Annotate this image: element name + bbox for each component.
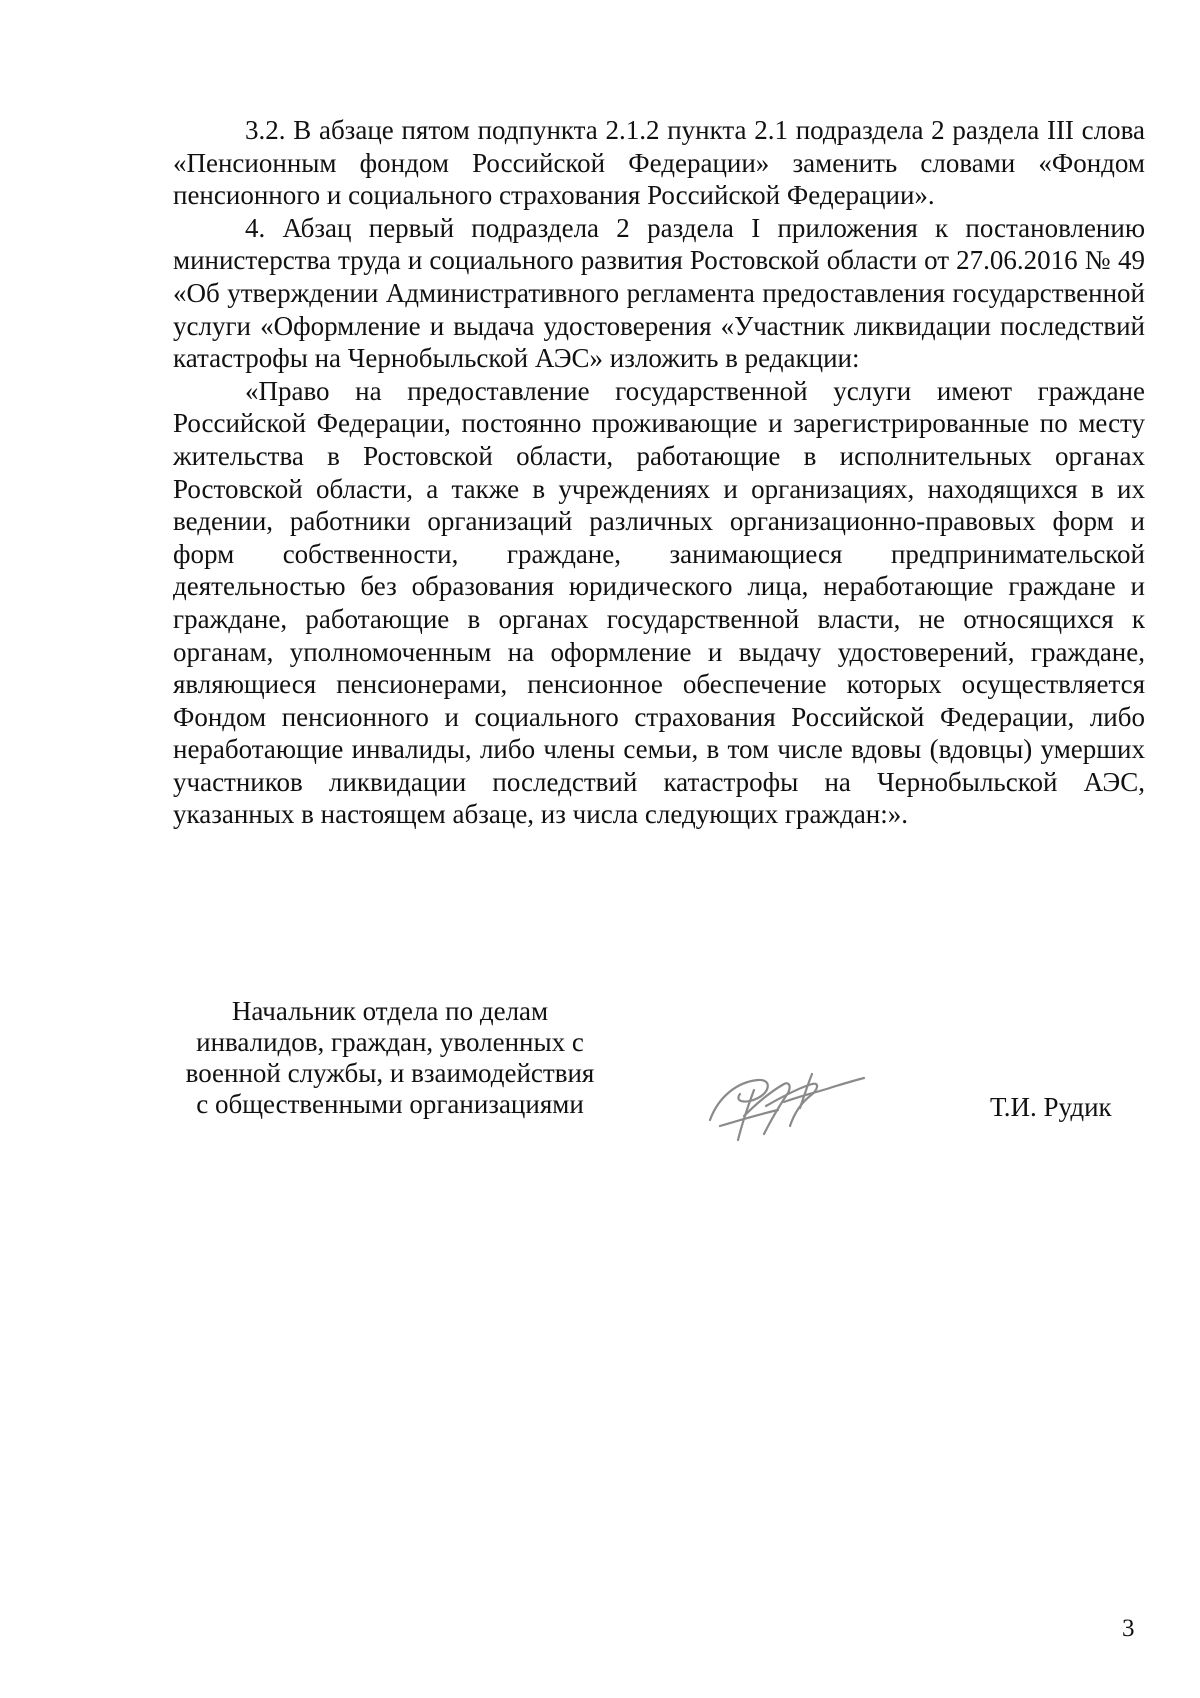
signatory-position [160, 996, 620, 1120]
position-line-3: военной службы, и взаимодействия [185, 1058, 595, 1088]
position-line-4: с общественными организациями [196, 1089, 584, 1119]
page-number: 3 [1122, 1615, 1135, 1642]
position-line-1: Начальник отдела по делам [231, 996, 549, 1026]
handwritten-signature [700, 1068, 870, 1148]
position-line-2: инвалидов, граждан, уволенных с [196, 1027, 584, 1057]
signer-name: Т.И. Рудик [990, 1092, 1112, 1122]
paragraph-4: 4. Абзац первый подраздела 2 раздела I приложения к постановлению министерства труда и социального развития Ростовской области от 27.06.2016 № 49 «Об утверждении Административного регламента предоставления государственной услуги «Оформление и выдача удостоверения «Участник ликвидации последствий катастрофы на Чернобыльской АЭС» изложить в редакции: [173, 212, 1145, 374]
paragraph-quoted-text: «Право на предоставление государственной услуги имеют граждане Российской Федерации, постоянно проживающие и зарегистрированные по месту жительства в Ростовской области, работающие в исполнительных органах Ростовской области, а также в учреждениях и организациях, находящихся в их ведении, работники организаций различных организационно-правовых форм и форм собственности, граждане, занимающиеся предпринимательской деятельностью без образования юридического лица, неработающие граждане и граждане, работающие в органах государственной власти, не относящихся к органам, уполномоченным на оформление и выдачу удостоверений, граждане, являющиеся пенсионерами, пенсионное обеспечение которых осуществляется Фондом пенсионного и социального страхования Российской Федерации, либо неработающие инвалиды, либо члены семьи, в том числе вдовы (вдовцы) умерших участников ликвидации последствий катастрофы на Чернобыльской АЭС, указанных в настоящем абзаце, из числа следующих граждан:». [173, 375, 1145, 830]
paragraph-3-2: 3.2. В абзаце пятом подпункта 2.1.2 пункта 2.1 подраздела 2 раздела III слова «Пенсионным фондом Российской Федерации» заменить словами «Фондом пенсионного и социального страхования Российской Федерации». [173, 115, 1145, 211]
document-body [173, 114, 1145, 831]
